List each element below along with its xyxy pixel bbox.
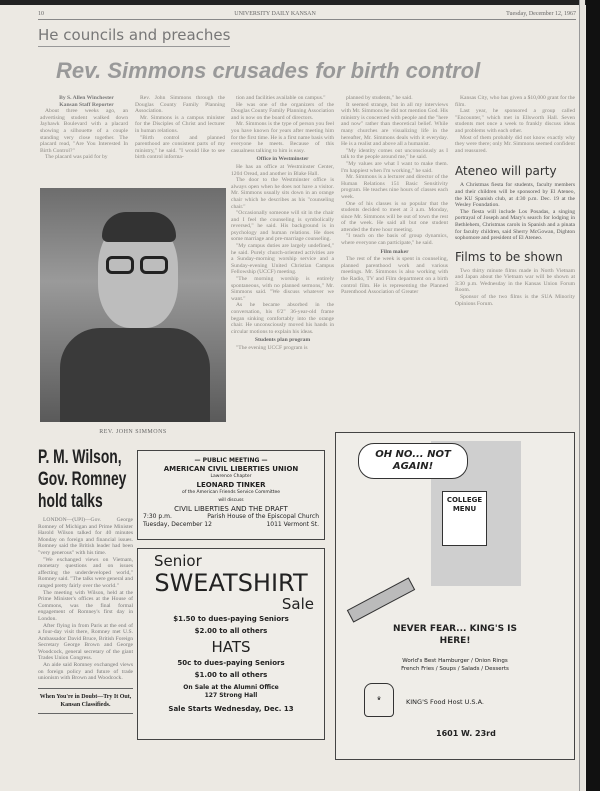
paragraph: Mr. Simmons is a lecturer and director of the Human Relations 151 Basic Sensitivity program. He teaches nine hours of classes each week. — [341, 174, 448, 200]
ateneo-headline: Ateneo will party — [455, 164, 557, 179]
article-column-2 — [135, 95, 225, 161]
ad-line: Parish House of the Episcopal Church — [207, 513, 319, 520]
paragraph: The fiesta will include Los Posadas, a singing portrayal of Joseph and Mary's search for lodging in Bethlehem, Christmas carols in Spanish and a pinata for faculty children, said Sherry McGowan, Dighton sophomore and president of El Ateneo. — [455, 208, 575, 242]
paragraph: One of his classes is so popular that the students decided to meet at 3 a.m. Monday, since Mr. Simmons will be out of town the rest of the week. He said all but one student attended the three hour meeting. — [341, 200, 448, 233]
paragraph: "My identity comes out unconsciously as I talk to the people around me," he said. — [341, 147, 448, 161]
paragraph: "The morning worship is entirely spontaneous, with no planned sermons," Mr. Simmons said. "We discuss whatever we want." — [231, 276, 334, 302]
paragraph: "We exchanged views on Vietnam, monetary questions and on issues affecting the underdeveloped world," Romney said. "The talks were general and ranged pretty fairly over the world." — [38, 556, 133, 589]
paragraph: Sponsor of the two films is the SUA Minority Opinions Forum. — [455, 294, 575, 307]
ad-line: French Fries / Soups / Salads / Desserts — [401, 666, 509, 672]
paragraph: The rest of the week is spent in counseling, planned parenthood work and various meetings. Mr. Simmons is also working with the Radio, TV and Film department on a birth control film. He is representing the Planned Parenthood Association of Greater — [341, 256, 448, 296]
ad-line: Sale Starts Wednesday, Dec. 13 — [168, 705, 294, 713]
ad-line: — PUBLIC MEETING — — [194, 457, 268, 464]
page-number: 10 — [38, 11, 44, 17]
ad-line: World's Best Hamburger / Onion Rings — [402, 658, 508, 664]
paragraph: The door to the Westminster office is always open when he does not have a visitor. Mr. Simmons usually sits down in an orange chair which he describes as his "counseling chair." — [231, 177, 334, 210]
ad-line: Sale — [281, 595, 314, 613]
paragraph: "My values are what I want to make them. I'm happiest when I'm working," he said. — [341, 160, 448, 174]
byline-title: Kansan Staff Reporter — [59, 101, 114, 108]
paragraph: After flying in from Paris at the end of a four-day visit there, Romney met U.S. Ambassador David Bruce, British Foreign Secretary George Brown and George Woodcock, general secretary of the giant Trades Union Congress. — [38, 622, 133, 662]
paragraph: He was one of the organizers of the Douglas County Family Planning Association and is now on the board of directors. — [231, 101, 334, 121]
paragraph: As he became absorbed in the conversation, his 6'2" 36-year-old frame began sinking comfortably into the orange chair. He unconsciously moved his hands in circular motions to explain his ideas. — [231, 302, 334, 335]
paragraph: Two thirty minute films made in North Vietnam and Japan about the Vietnam war will be shown at 3:30 p.m. Wednesday in the Kansas Union Forum Room. — [455, 267, 575, 294]
article-column-4 — [341, 95, 448, 296]
ad-line: HATS — [211, 638, 251, 656]
ad-line: $1.00 to all others — [194, 671, 268, 679]
paragraph: An aide said Romney exchanged views on foreign policy and future of trade unionism with Brown and Woodcock. — [38, 662, 133, 682]
paragraph: Kansas City, who has given a $10,000 grant for the film. — [455, 95, 575, 108]
kicker-headline: He councils and preaches — [38, 26, 230, 47]
paragraph: Last year, he sponsored a group called "Encounter," which met in Ellsworth Hall. Seven students met once a week to frankly discuss ideas and problems with each other. — [455, 108, 575, 134]
paragraph: The placard was paid for by — [45, 154, 108, 161]
article-column-3 — [231, 95, 334, 352]
ad-line: will discuss — [218, 498, 244, 503]
paragraph: About three weeks ago, an advertising student walked down Jayhawk Boulevard with a placard showing a silhouette of a couple standing very close together. The placard read, "Are You Interested In Birth Control?" — [40, 108, 128, 154]
article-column-1 — [40, 95, 128, 161]
ad-line: 7:30 p.m. — [143, 513, 172, 520]
paragraph: "The evening UCCF program is — [236, 344, 308, 351]
ad-line: Tuesday, December 12 — [143, 521, 212, 528]
subheading: Students plan program — [254, 337, 311, 344]
ad-line: SWEATSHIRT — [154, 569, 308, 597]
aclu-meeting-ad — [137, 450, 325, 540]
speech-bubble: OH NO... NOT AGAIN! — [358, 443, 468, 479]
paragraph: "Birth control and planned parenthood are consistent parts of my ministry," he said. "I would like to see birth control informa- — [135, 134, 225, 161]
main-headline: Rev. Simmons crusades for birth control — [56, 58, 481, 83]
ad-line: Senior — [154, 552, 202, 570]
paragraph: Rev. John Simmons through the Douglas County Family Planning Association. — [135, 95, 225, 115]
paragraph: It seemed strange, but in all my interviews with Mr. Simmons he did not mention God. His ministry is concerned with people and the "here and now" rather than theoretical belief. While many churches are visualizing life in the hereafter, Mr. Simmons deals with it everyday. He is a realist and above all a humanist. — [341, 101, 448, 148]
photo-caption: REV. JOHN SIMMONS — [99, 429, 167, 435]
ad-line: LEONARD TINKER — [196, 481, 266, 489]
kicking-leg-illustration — [347, 577, 415, 622]
classifieds-promo: When You're in Doubt—Try It Out, Kansan Classifieds. — [38, 688, 133, 714]
wilson-story — [38, 447, 133, 714]
scan-border-top — [0, 0, 600, 5]
ad-line: of the American Friends Service Committee — [181, 490, 281, 495]
paragraph: The meeting with Wilson, held at the Prime Minister's offices at the House of Commons, was the final formal engagement of Romney's first day in London. — [38, 589, 133, 622]
ad-line: 50c to dues-paying Seniors — [177, 659, 285, 667]
ad-line: AMERICAN CIVIL LIBERTIES UNION — [163, 465, 299, 473]
newspaper-name: UNIVERSITY DAILY KANSAN — [234, 11, 316, 17]
wilson-article — [38, 517, 133, 682]
kings-food-host-ad — [335, 432, 575, 760]
scan-border-right — [586, 0, 600, 791]
byline: By S. Allen Winchester — [59, 95, 114, 101]
scan-page-edge — [579, 0, 585, 791]
photo-rev-john-simmons — [40, 188, 226, 422]
ad-brand: KING'S Food Host U.S.A. — [406, 698, 484, 706]
paragraph: Mr. Simmons is a campus minister for the Disciples of Christ and lecturer in human relations. — [135, 114, 225, 134]
ad-line: 127 Strong Hall — [204, 692, 258, 699]
article-column-5 — [455, 95, 575, 307]
ad-line: 1011 Vermont St. — [266, 521, 319, 528]
ad-line: CIVIL LIBERTIES AND THE DRAFT — [174, 505, 288, 513]
subheading: Office in Westminster — [256, 156, 309, 163]
wilson-headline: P. M. Wilson, Gov. Romney hold talks — [38, 447, 127, 512]
paragraph: "I teach on the basis of group dynamics, where everyone can participate," he said. — [341, 233, 448, 247]
paragraph: tion and facilities available on campus." — [236, 95, 326, 101]
sweatshirt-sale-ad — [137, 548, 325, 740]
ad-slogan: NEVER FEAR... KING'S IS HERE! — [392, 624, 518, 646]
paragraph: "My campus duties are largely undefined," he said. Purely church-oriented activities are a Sunday-morning worship service and a Sunday-evening United Christian Campus Fellowship (UCCF) meeting. — [231, 243, 334, 276]
paragraph: planned by students," he said. — [346, 95, 413, 101]
paragraph: Most of them probably did not know exactly why they were there; only Mr. Simmons seemed confident and reassured. — [455, 134, 575, 154]
kings-crown-logo: ♛ — [364, 683, 394, 717]
ad-address: 1601 W. 23rd — [436, 729, 496, 738]
subheading: Film maker — [380, 248, 409, 255]
paragraph: LONDON—(UPI)—Gov. George Romney of Michigan and Prime Minister Harold Wilson talked for 40 minutes Monday on foreign and financial issues. Romney said the British leader had been "very generous" with his time. — [38, 517, 133, 556]
films-headline: Films to be shown — [455, 249, 563, 264]
page-header — [38, 11, 576, 20]
paragraph: A Christmas fiesta for students, faculty members and their children will be sponsored by El Ateneo, the KU Spanish club, at 4:30 p.m. Dec. 19 at the Wesley Foundation. — [455, 182, 575, 209]
ad-line: Lawrence Chapter — [210, 474, 252, 479]
paragraph: "Occasionally someone will sit in the chair and I feel the counseling is symbolically reversed," he said. His background is in psychology and human relations. He does some marriage and pre-marriage counseling. — [231, 210, 334, 243]
ad-line: $2.00 to all others — [194, 627, 268, 635]
paragraph: He has an office at Westminster Center, 1204 Oread, and another in Blake Hall. — [231, 163, 334, 177]
college-menu-sign: COLLEGE MENU — [442, 491, 487, 546]
ad-line: On Sale at the Alumni Office — [183, 684, 279, 691]
ad-line: $1.50 to dues-paying Seniors — [173, 615, 289, 623]
issue-date: Tuesday, December 12, 1967 — [506, 11, 576, 17]
paragraph: Mr. Simmons is the type of person you feel you have known for years after meeting him for the first time. He is a first name basis with everyone he meets. Because of this casualness talking to him is easy. — [231, 121, 334, 154]
